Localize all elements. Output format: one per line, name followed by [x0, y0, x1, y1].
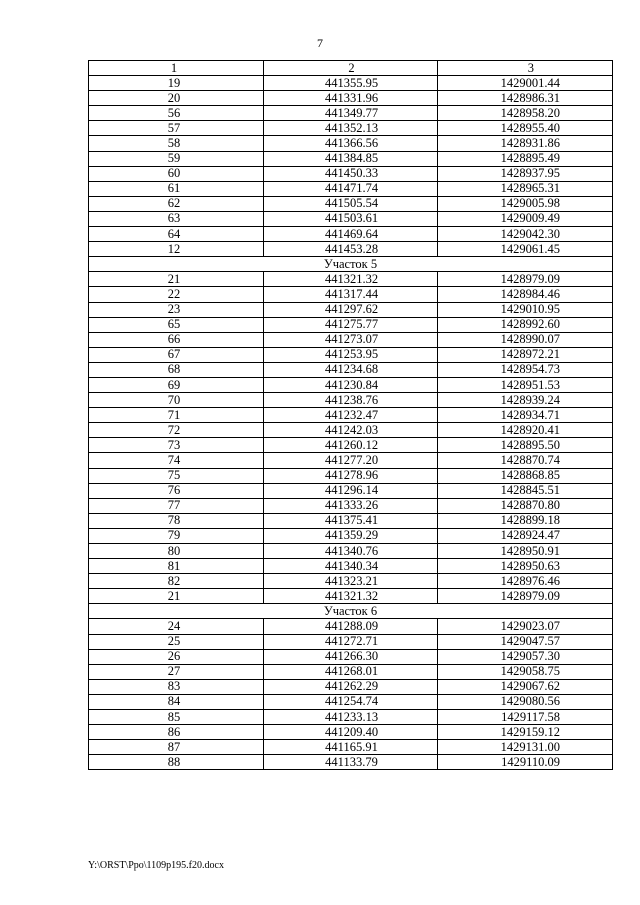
y-coordinate-cell: 1428979.09: [438, 272, 613, 287]
table-row: [89, 287, 613, 302]
y-coordinate-cell: 1428992.60: [438, 317, 613, 332]
x-coordinate-cell: 441453.28: [264, 242, 438, 257]
table-row: [89, 438, 613, 453]
table-row: [89, 694, 613, 709]
point-number-cell: 73: [89, 438, 264, 453]
point-number-cell: 71: [89, 408, 264, 423]
y-coordinate-cell: 1428895.50: [438, 438, 613, 453]
point-number-cell: 81: [89, 559, 264, 574]
point-number-cell: 67: [89, 347, 264, 362]
point-number-cell: 66: [89, 332, 264, 347]
y-coordinate-cell: 1429005.98: [438, 196, 613, 211]
table-row: [89, 408, 613, 423]
x-coordinate-cell: 441260.12: [264, 438, 438, 453]
y-coordinate-cell: 1429010.95: [438, 302, 613, 317]
table-row: [89, 755, 613, 770]
table-row: [89, 272, 613, 287]
y-coordinate-cell: 1428950.63: [438, 559, 613, 574]
table-row: [89, 574, 613, 589]
table-row: [89, 121, 613, 136]
table-row: [89, 362, 613, 377]
x-coordinate-cell: 441262.29: [264, 679, 438, 694]
x-coordinate-cell: 441355.95: [264, 76, 438, 91]
table-row: [89, 513, 613, 528]
table-row: [89, 136, 613, 151]
point-number-cell: 78: [89, 513, 264, 528]
y-coordinate-cell: 1428924.47: [438, 528, 613, 543]
table-row: [89, 679, 613, 694]
page-number: 7: [317, 36, 323, 50]
header-cell-3: 3: [438, 61, 613, 76]
x-coordinate-cell: 441209.40: [264, 725, 438, 740]
x-coordinate-cell: 441296.14: [264, 483, 438, 498]
y-coordinate-cell: 1428899.18: [438, 513, 613, 528]
x-coordinate-cell: 441288.09: [264, 619, 438, 634]
y-coordinate-cell: 1428920.41: [438, 423, 613, 438]
y-coordinate-cell: 1429080.56: [438, 694, 613, 709]
point-number-cell: 76: [89, 483, 264, 498]
y-coordinate-cell: 1428845.51: [438, 483, 613, 498]
point-number-cell: 68: [89, 362, 264, 377]
point-number-cell: 21: [89, 589, 264, 604]
section-title: Участок 6: [89, 604, 613, 619]
x-coordinate-cell: 441366.56: [264, 136, 438, 151]
point-number-cell: 12: [89, 242, 264, 257]
y-coordinate-cell: 1428986.31: [438, 91, 613, 106]
y-coordinate-cell: 1429117.58: [438, 710, 613, 725]
table-row: [89, 619, 613, 634]
point-number-cell: 19: [89, 76, 264, 91]
point-number-cell: 82: [89, 574, 264, 589]
y-coordinate-cell: 1428868.85: [438, 468, 613, 483]
table-row: [89, 483, 613, 498]
point-number-cell: 75: [89, 468, 264, 483]
y-coordinate-cell: 1428990.07: [438, 332, 613, 347]
y-coordinate-cell: 1428870.80: [438, 498, 613, 513]
y-coordinate-cell: 1429110.09: [438, 755, 613, 770]
x-coordinate-cell: 441505.54: [264, 196, 438, 211]
table-row: [89, 589, 613, 604]
x-coordinate-cell: 441254.74: [264, 694, 438, 709]
point-number-cell: 72: [89, 423, 264, 438]
x-coordinate-cell: 441277.20: [264, 453, 438, 468]
point-number-cell: 74: [89, 453, 264, 468]
x-coordinate-cell: 441469.64: [264, 227, 438, 242]
point-number-cell: 20: [89, 91, 264, 106]
point-number-cell: 79: [89, 528, 264, 543]
y-coordinate-cell: 1428955.40: [438, 121, 613, 136]
table-row: [89, 544, 613, 559]
table-row: [89, 377, 613, 392]
x-coordinate-cell: 441321.32: [264, 589, 438, 604]
y-coordinate-cell: 1429001.44: [438, 76, 613, 91]
table-row: [89, 528, 613, 543]
x-coordinate-cell: 441230.84: [264, 377, 438, 392]
x-coordinate-cell: 441352.13: [264, 121, 438, 136]
point-number-cell: 62: [89, 196, 264, 211]
x-coordinate-cell: 441275.77: [264, 317, 438, 332]
point-number-cell: 59: [89, 151, 264, 166]
y-coordinate-cell: 1428976.46: [438, 574, 613, 589]
point-number-cell: 64: [89, 227, 264, 242]
table-row: [89, 498, 613, 513]
x-coordinate-cell: 441317.44: [264, 287, 438, 302]
point-number-cell: 70: [89, 393, 264, 408]
table-row: [89, 211, 613, 226]
x-coordinate-cell: 441272.71: [264, 634, 438, 649]
table-row: [89, 227, 613, 242]
x-coordinate-cell: 441273.07: [264, 332, 438, 347]
x-coordinate-cell: 441165.91: [264, 740, 438, 755]
table-row: [89, 468, 613, 483]
point-number-cell: 56: [89, 106, 264, 121]
x-coordinate-cell: 441340.34: [264, 559, 438, 574]
x-coordinate-cell: 441242.03: [264, 423, 438, 438]
coordinates-table-body: [89, 61, 613, 770]
x-coordinate-cell: 441321.32: [264, 272, 438, 287]
point-number-cell: 87: [89, 740, 264, 755]
table-header-row: [89, 61, 613, 76]
y-coordinate-cell: 1428870.74: [438, 453, 613, 468]
point-number-cell: 63: [89, 211, 264, 226]
x-coordinate-cell: 441238.76: [264, 393, 438, 408]
x-coordinate-cell: 441297.62: [264, 302, 438, 317]
section-row: [89, 604, 613, 619]
point-number-cell: 83: [89, 679, 264, 694]
coordinates-table: [88, 60, 613, 770]
x-coordinate-cell: 441471.74: [264, 181, 438, 196]
table-row: [89, 332, 613, 347]
x-coordinate-cell: 441450.33: [264, 166, 438, 181]
table-row: [89, 166, 613, 181]
y-coordinate-cell: 1428979.09: [438, 589, 613, 604]
y-coordinate-cell: 1428954.73: [438, 362, 613, 377]
table-row: [89, 317, 613, 332]
section-row: [89, 257, 613, 272]
y-coordinate-cell: 1429058.75: [438, 664, 613, 679]
table-row: [89, 725, 613, 740]
y-coordinate-cell: 1428931.86: [438, 136, 613, 151]
point-number-cell: 22: [89, 287, 264, 302]
point-number-cell: 23: [89, 302, 264, 317]
table-row: [89, 453, 613, 468]
table-row: [89, 740, 613, 755]
x-coordinate-cell: 441232.47: [264, 408, 438, 423]
point-number-cell: 61: [89, 181, 264, 196]
point-number-cell: 27: [89, 664, 264, 679]
y-coordinate-cell: 1429023.07: [438, 619, 613, 634]
table-row: [89, 710, 613, 725]
table-row: [89, 664, 613, 679]
point-number-cell: 24: [89, 619, 264, 634]
y-coordinate-cell: 1429067.62: [438, 679, 613, 694]
header-cell-2: 2: [264, 61, 438, 76]
y-coordinate-cell: 1429061.45: [438, 242, 613, 257]
table-row: [89, 196, 613, 211]
table-row: [89, 151, 613, 166]
y-coordinate-cell: 1428950.91: [438, 544, 613, 559]
point-number-cell: 77: [89, 498, 264, 513]
x-coordinate-cell: 441384.85: [264, 151, 438, 166]
header-cell-1: 1: [89, 61, 264, 76]
table-row: [89, 181, 613, 196]
x-coordinate-cell: 441359.29: [264, 528, 438, 543]
table-row: [89, 393, 613, 408]
x-coordinate-cell: 441333.26: [264, 498, 438, 513]
y-coordinate-cell: 1429042.30: [438, 227, 613, 242]
x-coordinate-cell: 441503.61: [264, 211, 438, 226]
table-row: [89, 347, 613, 362]
point-number-cell: 84: [89, 694, 264, 709]
point-number-cell: 69: [89, 377, 264, 392]
point-number-cell: 58: [89, 136, 264, 151]
point-number-cell: 86: [89, 725, 264, 740]
y-coordinate-cell: 1429159.12: [438, 725, 613, 740]
table-row: [89, 559, 613, 574]
x-coordinate-cell: 441278.96: [264, 468, 438, 483]
y-coordinate-cell: 1428937.95: [438, 166, 613, 181]
table-row: [89, 76, 613, 91]
y-coordinate-cell: 1428958.20: [438, 106, 613, 121]
y-coordinate-cell: 1429009.49: [438, 211, 613, 226]
x-coordinate-cell: 441133.79: [264, 755, 438, 770]
x-coordinate-cell: 441340.76: [264, 544, 438, 559]
y-coordinate-cell: 1428951.53: [438, 377, 613, 392]
table-row: [89, 423, 613, 438]
point-number-cell: 65: [89, 317, 264, 332]
table-row: [89, 302, 613, 317]
table-row: [89, 634, 613, 649]
point-number-cell: 26: [89, 649, 264, 664]
y-coordinate-cell: 1429057.30: [438, 649, 613, 664]
table-row: [89, 106, 613, 121]
section-title: Участок 5: [89, 257, 613, 272]
y-coordinate-cell: 1429131.00: [438, 740, 613, 755]
point-number-cell: 88: [89, 755, 264, 770]
y-coordinate-cell: 1428895.49: [438, 151, 613, 166]
x-coordinate-cell: 441266.30: [264, 649, 438, 664]
y-coordinate-cell: 1428934.71: [438, 408, 613, 423]
x-coordinate-cell: 441268.01: [264, 664, 438, 679]
point-number-cell: 21: [89, 272, 264, 287]
point-number-cell: 80: [89, 544, 264, 559]
point-number-cell: 57: [89, 121, 264, 136]
x-coordinate-cell: 441331.96: [264, 91, 438, 106]
y-coordinate-cell: 1429047.57: [438, 634, 613, 649]
point-number-cell: 60: [89, 166, 264, 181]
x-coordinate-cell: 441323.21: [264, 574, 438, 589]
table-row: [89, 91, 613, 106]
y-coordinate-cell: 1428984.46: [438, 287, 613, 302]
point-number-cell: 85: [89, 710, 264, 725]
x-coordinate-cell: 441253.95: [264, 347, 438, 362]
x-coordinate-cell: 441375.41: [264, 513, 438, 528]
table-row: [89, 649, 613, 664]
point-number-cell: 25: [89, 634, 264, 649]
y-coordinate-cell: 1428965.31: [438, 181, 613, 196]
y-coordinate-cell: 1428939.24: [438, 393, 613, 408]
y-coordinate-cell: 1428972.21: [438, 347, 613, 362]
x-coordinate-cell: 441234.68: [264, 362, 438, 377]
table-row: [89, 242, 613, 257]
x-coordinate-cell: 441349.77: [264, 106, 438, 121]
x-coordinate-cell: 441233.13: [264, 710, 438, 725]
file-path-footer: Y:\ORST\Ppo\1109p195.f20.docx: [88, 860, 224, 871]
